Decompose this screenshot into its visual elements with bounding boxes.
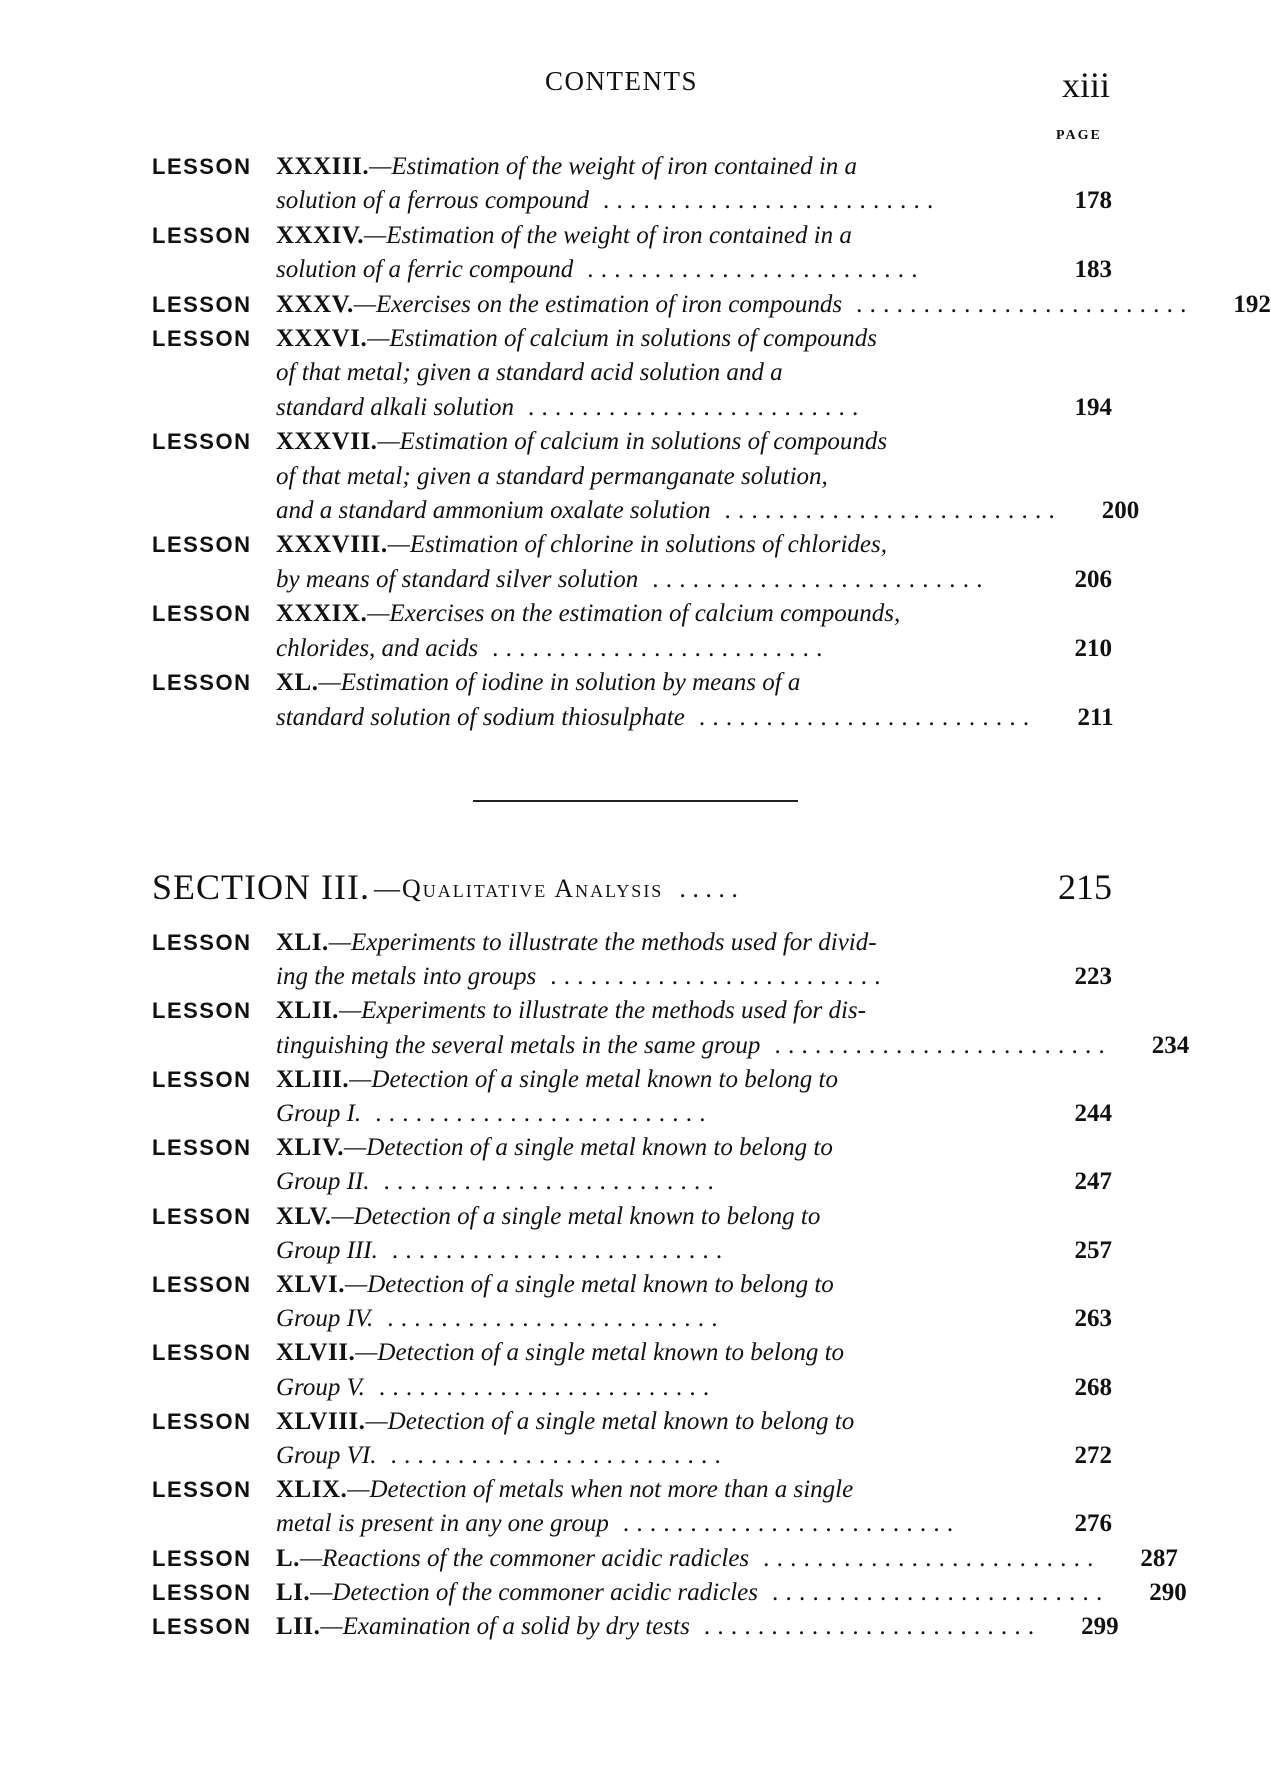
lesson-numeral: XL. [276, 669, 319, 697]
entry-line [276, 356, 1028, 390]
entry-line [276, 666, 1030, 700]
entry-page-number: 299 [1081, 1613, 1119, 1641]
entry-title-text: Group V. [276, 1373, 365, 1401]
lesson-numeral: LII. [276, 1613, 321, 1641]
entry-text [276, 322, 1028, 425]
entry-title-text: —Detection of a single metal known to belong to [365, 1407, 855, 1435]
entry-page-number: 234 [1151, 1031, 1190, 1059]
toc-entry [152, 528, 1112, 597]
toc-entry [152, 1405, 1112, 1473]
lesson-label: LESSON [152, 1272, 252, 1298]
entry-title-text: —Experiments to illustrate the methods used for dis- [338, 997, 866, 1025]
entry-title-text: ing the metals into groups [276, 963, 537, 991]
entry-text [276, 288, 1187, 322]
lesson-numeral: XLIX. [276, 1476, 348, 1504]
lesson-numeral: XXXIV. [276, 221, 364, 249]
lesson-numeral: XLI. [276, 929, 329, 956]
toc-entry [152, 926, 1112, 994]
lesson-label: LESSON [152, 998, 252, 1024]
entry-line [276, 391, 1028, 425]
section-subtitle: —Qualitative Analysis [373, 874, 664, 903]
lesson-numeral: L. [276, 1544, 300, 1572]
lesson-label: LESSON [152, 291, 252, 317]
entry-title-text: Group I. [276, 1100, 362, 1128]
entry-text [276, 528, 1028, 597]
entry-page-number: 183 [1074, 256, 1112, 284]
entry-title-text: —Detection of a single metal known to belong to [344, 1271, 834, 1299]
lesson-numeral: XXXVI. [276, 325, 368, 353]
lesson-label: LESSON [152, 1477, 252, 1503]
entry-page-number: 178 [1074, 187, 1112, 215]
lesson-numeral: XLVIII. [276, 1407, 366, 1435]
entry-title-text: chlorides, and acids [276, 634, 479, 662]
lesson-label: LESSON [152, 670, 252, 696]
entry-title-text: —Detection of the commoner acidic radicles [310, 1578, 758, 1606]
toc-entry [152, 1200, 1112, 1268]
entry-line [276, 1336, 1028, 1370]
entry-line [276, 1131, 1028, 1165]
section-divider [473, 800, 798, 802]
contents-list-part-two [152, 926, 1190, 1644]
entry-line [276, 288, 1187, 322]
toc-entry [152, 425, 1140, 528]
entry-line [276, 1576, 1103, 1610]
lesson-label: LESSON [152, 532, 252, 558]
entry-title-text: solution of a ferric compound [276, 256, 574, 284]
entry-line [276, 494, 1055, 528]
entry-title-text: standard solution of sodium thiosulphate [276, 703, 685, 731]
toc-entry [152, 288, 1271, 322]
lesson-label: LESSON [152, 222, 252, 248]
lesson-label: LESSON [152, 154, 252, 179]
entry-title-text: —Estimation of the weight of iron contained in a [363, 221, 852, 249]
toc-entry [152, 1131, 1112, 1199]
lesson-numeral: XXXVIII. [276, 531, 388, 559]
entry-text [276, 1473, 1028, 1541]
lesson-numeral: XLVII. [276, 1339, 356, 1367]
entry-title-text: —Detection of a single metal known to belong to [355, 1339, 845, 1367]
lesson-label: LESSON [152, 601, 252, 627]
toc-entry [152, 1268, 1112, 1336]
lesson-label: LESSON [152, 930, 252, 955]
lesson-label: LESSON [152, 326, 252, 352]
entry-title-text: —Detection of a single metal known to belong to [331, 1202, 821, 1230]
entry-page-number: 272 [1074, 1442, 1112, 1470]
toc-entry [152, 1610, 1119, 1644]
entry-title-text: —Examination of a solid by dry tests [320, 1613, 690, 1641]
lesson-numeral: XLII. [276, 997, 339, 1025]
entry-title-text: Group IV. [276, 1305, 374, 1333]
section-page-number: 215 [1058, 867, 1112, 907]
toc-entry [152, 1542, 1178, 1576]
lesson-label: LESSON [152, 1545, 252, 1571]
entry-page-number: 263 [1074, 1305, 1112, 1333]
lesson-label: LESSON [152, 429, 252, 455]
lesson-numeral: XXXV. [276, 290, 354, 318]
entry-line [276, 150, 1028, 184]
entry-page-number: 210 [1074, 634, 1112, 662]
entry-title-text: —Detection of a single metal known to belong to [344, 1134, 833, 1162]
section-title: SECTION III. [152, 867, 370, 907]
entry-line [276, 1473, 1028, 1507]
entry-text [276, 1405, 1028, 1473]
entry-line [276, 1507, 1028, 1541]
entry-title-text: —Estimation of chlorine in solutions of chlorides, [387, 531, 887, 559]
toc-entry [152, 322, 1112, 425]
entry-text [276, 219, 1028, 288]
lesson-numeral: XXXIX. [276, 600, 368, 628]
entry-line [276, 253, 1028, 287]
entry-line [276, 528, 1028, 562]
entry-title-text: standard alkali solution [276, 393, 514, 421]
entry-page-number: 206 [1074, 565, 1112, 593]
entry-page-number: 268 [1074, 1373, 1112, 1401]
toc-entry [152, 666, 1112, 735]
section-heading [152, 866, 1112, 908]
entry-title-text: —Estimation of calcium in solutions of compounds [377, 428, 888, 456]
entry-page-number: 223 [1074, 963, 1112, 991]
lesson-numeral: XLIII. [276, 1065, 350, 1093]
entry-line [276, 1439, 1028, 1473]
entry-title-text: —Exercises on the estimation of iron compounds [353, 290, 843, 318]
entry-page-number: 200 [1101, 497, 1140, 525]
entry-text [276, 1610, 1035, 1644]
section-leader-dots: . . . . . [679, 874, 738, 903]
entry-page-number: 247 [1074, 1168, 1112, 1196]
entry-line [276, 1063, 1028, 1097]
entry-title-text: Group II. [276, 1168, 370, 1196]
lesson-numeral: XLVI. [276, 1271, 345, 1299]
entry-page-number: 244 [1074, 1100, 1112, 1128]
lesson-label: LESSON [152, 1340, 252, 1366]
entry-title-text: and a standard ammonium oxalate solution [276, 497, 711, 525]
lesson-label: LESSON [152, 1614, 252, 1640]
entry-line [276, 1029, 1105, 1063]
entry-line [276, 1542, 1094, 1576]
lesson-label: LESSON [152, 1135, 252, 1161]
entry-text [276, 1576, 1103, 1610]
entry-title-text: —Experiments to illustrate the methods used for divid- [328, 929, 877, 956]
toc-entry [152, 1576, 1187, 1610]
entry-line [276, 926, 1028, 960]
entry-text [276, 150, 1028, 219]
page-column-label: PAGE [1056, 128, 1102, 143]
toc-entry [152, 1473, 1112, 1541]
toc-entry [152, 994, 1190, 1062]
entry-text [276, 1336, 1028, 1404]
entry-title-text: —Reactions of the commoner acidic radicles [299, 1544, 750, 1572]
entry-title-text: —Exercises on the estimation of calcium compounds, [367, 600, 901, 628]
lesson-numeral: XLIV. [276, 1134, 345, 1162]
entry-text [276, 666, 1030, 735]
entry-line [276, 460, 1055, 494]
lesson-label: LESSON [152, 1579, 252, 1605]
page-number: xiii [1062, 65, 1111, 105]
lesson-label: LESSON [152, 1408, 252, 1434]
entry-line [276, 1371, 1028, 1405]
entry-line [276, 632, 1028, 666]
entry-title-text: by means of standard silver solution [276, 565, 639, 593]
entry-line [276, 597, 1028, 631]
entry-title-text: of that metal; given a standard permanganate solution, [276, 462, 828, 490]
entry-text [276, 994, 1105, 1062]
entry-title-text: solution of a ferrous compound [276, 187, 589, 215]
entry-line [276, 1234, 1028, 1268]
entry-line [276, 960, 1028, 994]
entry-line [276, 425, 1055, 459]
entry-text [276, 1131, 1028, 1199]
entry-line [276, 1610, 1035, 1644]
entry-text [276, 1063, 1028, 1131]
lesson-label: LESSON [152, 1203, 252, 1229]
lesson-numeral: XXXIII. [276, 153, 370, 180]
entry-text [276, 425, 1055, 528]
entry-title-text: —Detection of metals when not more than a single [347, 1476, 854, 1504]
contents-list-part-one [152, 150, 1271, 735]
lesson-numeral: XLV. [276, 1202, 332, 1230]
toc-entry [152, 597, 1112, 666]
entry-page-number: 287 [1140, 1544, 1178, 1572]
entry-title-text: of that metal; given a standard acid solution and a [276, 359, 783, 387]
entry-page-number: 276 [1074, 1510, 1112, 1538]
entry-title-text: tinguishing the several metals in the same group [276, 1031, 761, 1059]
toc-entry [152, 1336, 1112, 1404]
entry-page-number: 194 [1074, 393, 1112, 421]
running-title: CONTENTS [545, 66, 698, 96]
entry-line [276, 1200, 1028, 1234]
entry-page-number: 211 [1077, 703, 1114, 731]
entry-text [276, 1200, 1028, 1268]
entry-title-text: —Estimation of the weight of iron contained in a [369, 153, 858, 180]
lesson-numeral: LI. [276, 1578, 311, 1606]
entry-line [276, 563, 1028, 597]
entry-text [276, 1268, 1028, 1336]
entry-page-number: 290 [1149, 1578, 1187, 1606]
toc-entry [152, 150, 1112, 219]
entry-page-number: 192 [1233, 290, 1271, 318]
entry-line [276, 1268, 1028, 1302]
entry-line [276, 322, 1028, 356]
entry-title-text: metal is present in any one group [276, 1510, 609, 1538]
entry-text [276, 1542, 1094, 1576]
entry-line [276, 1097, 1028, 1131]
entry-line [276, 994, 1105, 1028]
entry-title-text: —Detection of a single metal known to belong to [349, 1065, 838, 1093]
entry-line [276, 1165, 1028, 1199]
toc-entry [152, 1063, 1112, 1131]
entry-title-text: Group III. [276, 1236, 378, 1264]
entry-text [276, 597, 1028, 666]
entry-line [276, 219, 1028, 253]
toc-entry [152, 219, 1112, 288]
entry-line [276, 701, 1030, 735]
entry-title-text: Group VI. [276, 1442, 377, 1470]
entry-title-text: —Estimation of calcium in solutions of compounds [367, 325, 877, 353]
lesson-label: LESSON [152, 1066, 252, 1092]
entry-line [276, 184, 1028, 218]
lesson-numeral: XXXVII. [276, 428, 378, 456]
entry-line [276, 1405, 1028, 1439]
entry-page-number: 257 [1074, 1236, 1112, 1264]
entry-line [276, 1302, 1028, 1336]
entry-text [276, 926, 1028, 994]
entry-title-text: —Estimation of iodine in solution by means of a [318, 669, 801, 697]
